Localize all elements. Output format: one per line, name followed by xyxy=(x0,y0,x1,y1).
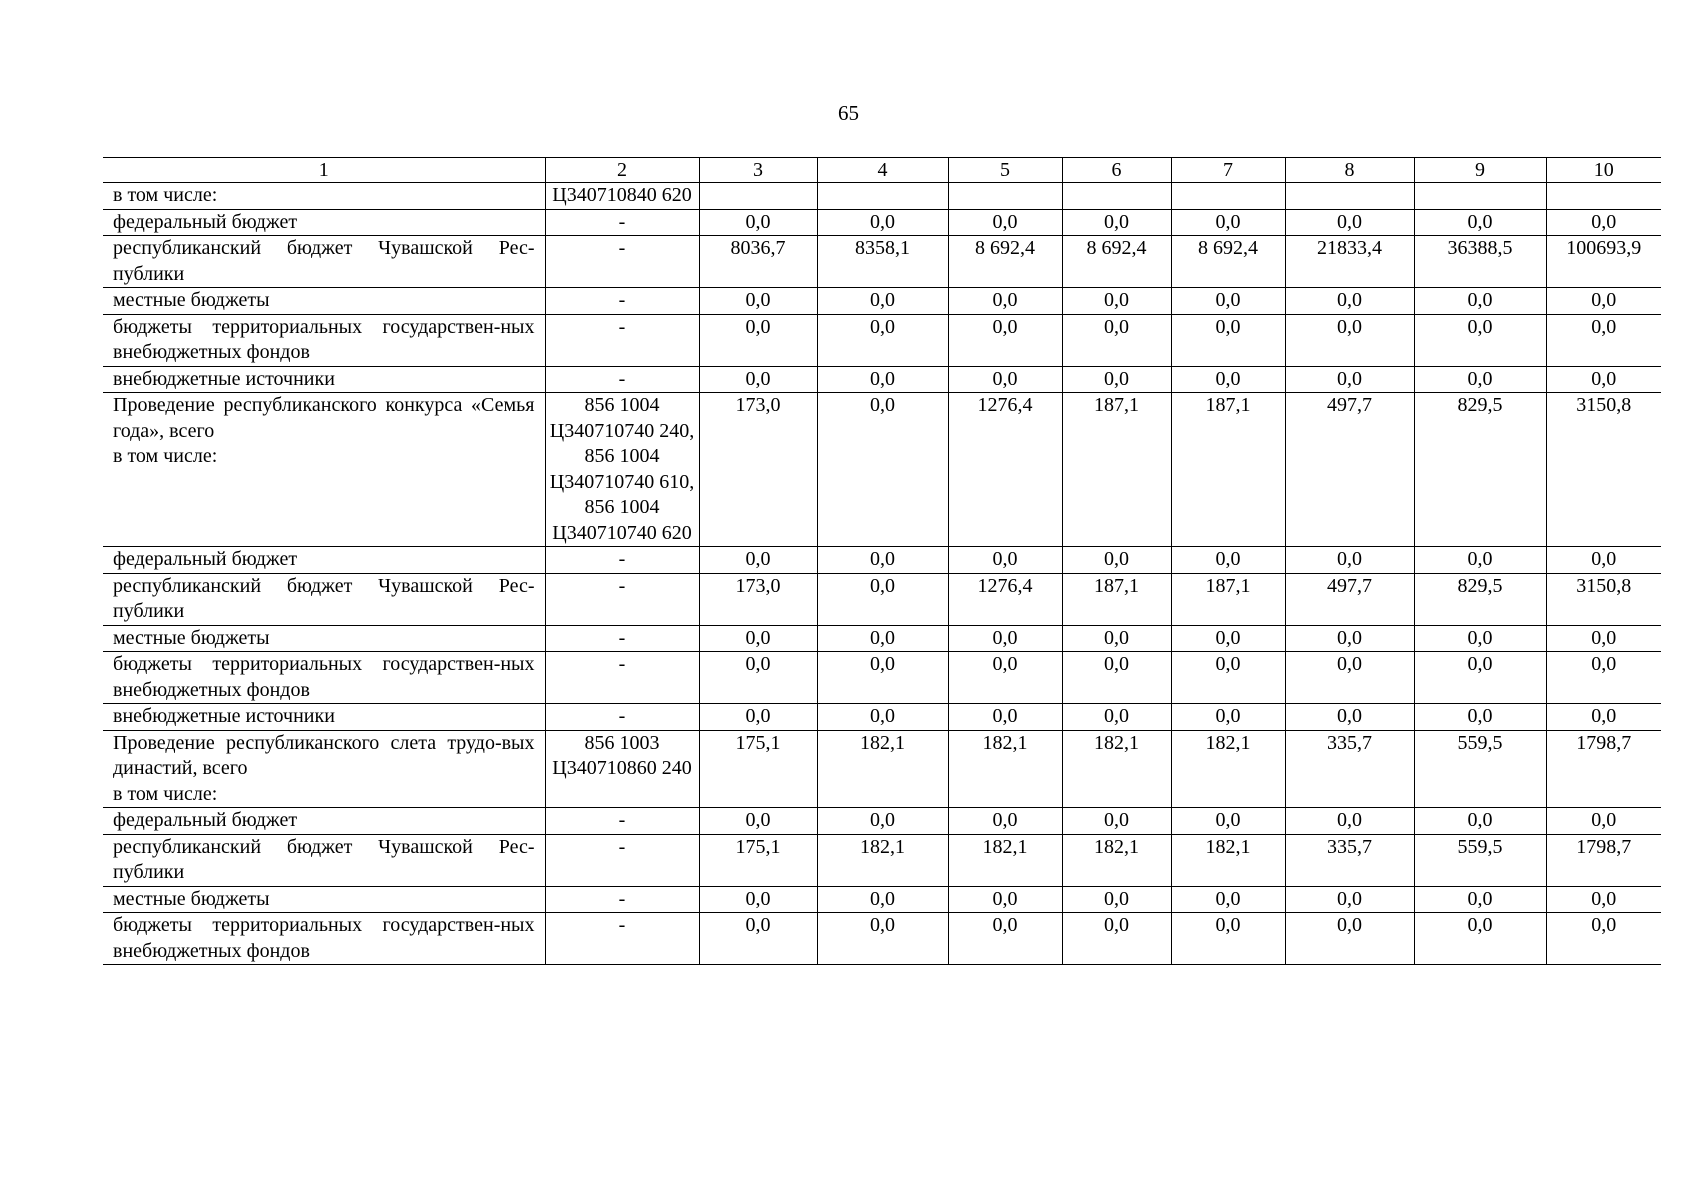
amount-cell: 0,0 xyxy=(948,209,1062,236)
amount-cell: 0,0 xyxy=(1062,808,1171,835)
row-label: бюджеты территориальных государствен-ных внебюджетных фондов xyxy=(103,652,545,704)
amount-cell: 182,1 xyxy=(1171,730,1285,808)
amount-cell: 0,0 xyxy=(1062,652,1171,704)
row-label: местные бюджеты xyxy=(103,288,545,315)
amount-cell: 0,0 xyxy=(1414,288,1546,315)
amount-cell: 0,0 xyxy=(1414,366,1546,393)
row-label: местные бюджеты xyxy=(103,886,545,913)
amount-cell: 0,0 xyxy=(1062,704,1171,731)
amount-cell: 0,0 xyxy=(1546,704,1661,731)
amount-cell: 0,0 xyxy=(1062,314,1171,366)
budget-code: - xyxy=(545,886,699,913)
amount-cell: 0,0 xyxy=(1285,808,1414,835)
amount-cell: 1798,7 xyxy=(1546,834,1661,886)
row-label: федеральный бюджет xyxy=(103,547,545,574)
amount-cell: 559,5 xyxy=(1414,730,1546,808)
amount-cell: 0,0 xyxy=(1285,547,1414,574)
budget-code: - xyxy=(545,366,699,393)
amount-cell: 175,1 xyxy=(699,834,817,886)
amount-cell: 8 692,4 xyxy=(1062,236,1171,288)
table-row xyxy=(103,573,1661,625)
table-row xyxy=(103,808,1661,835)
amount-cell: 0,0 xyxy=(699,652,817,704)
amount-cell: 0,0 xyxy=(1414,886,1546,913)
amount-cell: 0,0 xyxy=(948,652,1062,704)
amount-cell xyxy=(948,183,1062,210)
row-label: Проведение республиканского конкурса «Семья года», всего в том числе: xyxy=(103,393,545,547)
amount-cell: 182,1 xyxy=(1171,834,1285,886)
budget-code: - xyxy=(545,236,699,288)
amount-cell: 1276,4 xyxy=(948,573,1062,625)
amount-cell: 0,0 xyxy=(1546,652,1661,704)
amount-cell: 0,0 xyxy=(1414,547,1546,574)
amount-cell: 173,0 xyxy=(699,573,817,625)
amount-cell: 0,0 xyxy=(1062,547,1171,574)
budget-code: - xyxy=(545,808,699,835)
table-row xyxy=(103,183,1661,210)
table-row xyxy=(103,652,1661,704)
amount-cell: 0,0 xyxy=(1546,547,1661,574)
row-label: бюджеты территориальных государствен-ных внебюджетных фондов xyxy=(103,913,545,965)
budget-code: Ц340710840 620 xyxy=(545,183,699,210)
table-row xyxy=(103,730,1661,808)
table-row xyxy=(103,834,1661,886)
budget-code: - xyxy=(545,704,699,731)
amount-cell: 182,1 xyxy=(817,730,948,808)
amount-cell: 559,5 xyxy=(1414,834,1546,886)
amount-cell: 0,0 xyxy=(1285,314,1414,366)
amount-cell: 0,0 xyxy=(1546,913,1661,965)
amount-cell: 0,0 xyxy=(1062,209,1171,236)
amount-cell xyxy=(1414,183,1546,210)
table-row xyxy=(103,913,1661,965)
amount-cell: 0,0 xyxy=(948,288,1062,315)
table-row xyxy=(103,886,1661,913)
amount-cell: 8036,7 xyxy=(699,236,817,288)
amount-cell: 8358,1 xyxy=(817,236,948,288)
amount-cell: 0,0 xyxy=(1171,913,1285,965)
amount-cell: 0,0 xyxy=(817,393,948,547)
column-header: 3 xyxy=(699,158,817,183)
amount-cell: 0,0 xyxy=(948,886,1062,913)
amount-cell: 0,0 xyxy=(948,366,1062,393)
amount-cell: 0,0 xyxy=(699,886,817,913)
amount-cell: 0,0 xyxy=(1546,288,1661,315)
amount-cell: 0,0 xyxy=(699,314,817,366)
column-header: 1 xyxy=(103,158,545,183)
budget-code: - xyxy=(545,314,699,366)
table-row xyxy=(103,366,1661,393)
amount-cell: 182,1 xyxy=(817,834,948,886)
amount-cell: 0,0 xyxy=(1171,652,1285,704)
amount-cell: 0,0 xyxy=(948,547,1062,574)
amount-cell: 0,0 xyxy=(699,913,817,965)
table-row xyxy=(103,393,1661,547)
amount-cell: 0,0 xyxy=(1414,704,1546,731)
amount-cell: 182,1 xyxy=(948,730,1062,808)
amount-cell: 0,0 xyxy=(1414,625,1546,652)
amount-cell: 0,0 xyxy=(1285,652,1414,704)
amount-cell: 0,0 xyxy=(1171,288,1285,315)
budget-code: 856 1004 Ц340710740 240, 856 1004 Ц340710740 610, 856 1004 Ц340710740 620 xyxy=(545,393,699,547)
amount-cell: 829,5 xyxy=(1414,573,1546,625)
amount-cell: 0,0 xyxy=(948,625,1062,652)
amount-cell: 0,0 xyxy=(699,366,817,393)
budget-table xyxy=(103,157,1661,965)
amount-cell: 3150,8 xyxy=(1546,393,1661,547)
table-row xyxy=(103,704,1661,731)
amount-cell: 0,0 xyxy=(699,288,817,315)
column-header: 7 xyxy=(1171,158,1285,183)
amount-cell: 0,0 xyxy=(817,209,948,236)
amount-cell: 3150,8 xyxy=(1546,573,1661,625)
table-row xyxy=(103,236,1661,288)
amount-cell: 0,0 xyxy=(817,625,948,652)
amount-cell: 0,0 xyxy=(699,808,817,835)
row-label: внебюджетные источники xyxy=(103,704,545,731)
amount-cell: 0,0 xyxy=(1171,808,1285,835)
amount-cell: 0,0 xyxy=(1171,547,1285,574)
amount-cell: 1798,7 xyxy=(1546,730,1661,808)
amount-cell: 0,0 xyxy=(1546,209,1661,236)
column-header: 4 xyxy=(817,158,948,183)
table-row xyxy=(103,209,1661,236)
amount-cell: 0,0 xyxy=(1546,625,1661,652)
amount-cell: 0,0 xyxy=(817,366,948,393)
amount-cell: 497,7 xyxy=(1285,573,1414,625)
amount-cell: 36388,5 xyxy=(1414,236,1546,288)
amount-cell: 0,0 xyxy=(1062,288,1171,315)
amount-cell: 8 692,4 xyxy=(1171,236,1285,288)
column-header: 10 xyxy=(1546,158,1661,183)
amount-cell: 335,7 xyxy=(1285,834,1414,886)
amount-cell: 0,0 xyxy=(817,808,948,835)
amount-cell: 0,0 xyxy=(1285,886,1414,913)
amount-cell: 0,0 xyxy=(1285,625,1414,652)
amount-cell xyxy=(1062,183,1171,210)
amount-cell: 0,0 xyxy=(1546,808,1661,835)
column-header: 2 xyxy=(545,158,699,183)
amount-cell: 21833,4 xyxy=(1285,236,1414,288)
amount-cell: 0,0 xyxy=(1414,913,1546,965)
table-header-row xyxy=(103,158,1661,183)
amount-cell: 0,0 xyxy=(1546,366,1661,393)
row-label: федеральный бюджет xyxy=(103,808,545,835)
amount-cell: 497,7 xyxy=(1285,393,1414,547)
amount-cell: 173,0 xyxy=(699,393,817,547)
amount-cell: 0,0 xyxy=(817,547,948,574)
amount-cell: 0,0 xyxy=(699,547,817,574)
amount-cell: 0,0 xyxy=(1546,886,1661,913)
row-label: внебюджетные источники xyxy=(103,366,545,393)
amount-cell: 0,0 xyxy=(817,913,948,965)
amount-cell: 0,0 xyxy=(817,886,948,913)
row-label: республиканский бюджет Чувашской Рес-публики xyxy=(103,573,545,625)
amount-cell: 0,0 xyxy=(948,314,1062,366)
amount-cell: 0,0 xyxy=(1414,209,1546,236)
amount-cell: 0,0 xyxy=(1285,366,1414,393)
amount-cell xyxy=(699,183,817,210)
amount-cell xyxy=(1546,183,1661,210)
amount-cell: 182,1 xyxy=(1062,834,1171,886)
amount-cell: 0,0 xyxy=(1171,314,1285,366)
column-header: 8 xyxy=(1285,158,1414,183)
amount-cell: 0,0 xyxy=(1285,913,1414,965)
amount-cell: 0,0 xyxy=(948,808,1062,835)
budget-code: - xyxy=(545,573,699,625)
budget-code: - xyxy=(545,288,699,315)
amount-cell: 0,0 xyxy=(699,704,817,731)
amount-cell xyxy=(1171,183,1285,210)
amount-cell: 0,0 xyxy=(1062,366,1171,393)
amount-cell: 0,0 xyxy=(1171,625,1285,652)
table-row xyxy=(103,314,1661,366)
amount-cell xyxy=(817,183,948,210)
amount-cell: 0,0 xyxy=(948,704,1062,731)
amount-cell: 0,0 xyxy=(817,573,948,625)
amount-cell: 0,0 xyxy=(817,288,948,315)
column-header: 6 xyxy=(1062,158,1171,183)
amount-cell: 0,0 xyxy=(1062,913,1171,965)
amount-cell: 0,0 xyxy=(1414,314,1546,366)
amount-cell: 0,0 xyxy=(699,625,817,652)
amount-cell: 0,0 xyxy=(1062,886,1171,913)
amount-cell: 182,1 xyxy=(948,834,1062,886)
budget-code: - xyxy=(545,547,699,574)
amount-cell: 335,7 xyxy=(1285,730,1414,808)
amount-cell: 187,1 xyxy=(1062,393,1171,547)
amount-cell: 0,0 xyxy=(1171,704,1285,731)
amount-cell: 0,0 xyxy=(1171,209,1285,236)
amount-cell: 182,1 xyxy=(1062,730,1171,808)
row-label: республиканский бюджет Чувашской Рес-публики xyxy=(103,236,545,288)
budget-code: - xyxy=(545,625,699,652)
budget-code: 856 1003 Ц340710860 240 xyxy=(545,730,699,808)
amount-cell: 0,0 xyxy=(1171,366,1285,393)
amount-cell: 0,0 xyxy=(1171,886,1285,913)
budget-code: - xyxy=(545,209,699,236)
table-row xyxy=(103,288,1661,315)
table-row xyxy=(103,547,1661,574)
amount-cell: 0,0 xyxy=(1062,625,1171,652)
amount-cell: 0,0 xyxy=(1285,288,1414,315)
amount-cell: 8 692,4 xyxy=(948,236,1062,288)
amount-cell: 187,1 xyxy=(1171,393,1285,547)
amount-cell: 0,0 xyxy=(817,652,948,704)
amount-cell: 829,5 xyxy=(1414,393,1546,547)
amount-cell: 0,0 xyxy=(699,209,817,236)
column-header: 5 xyxy=(948,158,1062,183)
page-number: 65 xyxy=(838,101,859,125)
row-label: местные бюджеты xyxy=(103,625,545,652)
row-label: республиканский бюджет Чувашской Рес-публики xyxy=(103,834,545,886)
row-label: Проведение республиканского слета трудо-вых династий, всего в том числе: xyxy=(103,730,545,808)
amount-cell: 0,0 xyxy=(1414,808,1546,835)
amount-cell: 100693,9 xyxy=(1546,236,1661,288)
column-header: 9 xyxy=(1414,158,1546,183)
amount-cell: 175,1 xyxy=(699,730,817,808)
row-label: в том числе: xyxy=(103,183,545,210)
table-row xyxy=(103,625,1661,652)
amount-cell: 0,0 xyxy=(817,704,948,731)
amount-cell: 187,1 xyxy=(1062,573,1171,625)
budget-code: - xyxy=(545,913,699,965)
amount-cell: 0,0 xyxy=(1546,314,1661,366)
row-label: федеральный бюджет xyxy=(103,209,545,236)
amount-cell: 0,0 xyxy=(1285,704,1414,731)
amount-cell: 0,0 xyxy=(1414,652,1546,704)
amount-cell xyxy=(1285,183,1414,210)
amount-cell: 0,0 xyxy=(948,913,1062,965)
amount-cell: 187,1 xyxy=(1171,573,1285,625)
row-label: бюджеты территориальных государствен-ных внебюджетных фондов xyxy=(103,314,545,366)
amount-cell: 0,0 xyxy=(817,314,948,366)
amount-cell: 1276,4 xyxy=(948,393,1062,547)
budget-code: - xyxy=(545,652,699,704)
budget-code: - xyxy=(545,834,699,886)
amount-cell: 0,0 xyxy=(1285,209,1414,236)
